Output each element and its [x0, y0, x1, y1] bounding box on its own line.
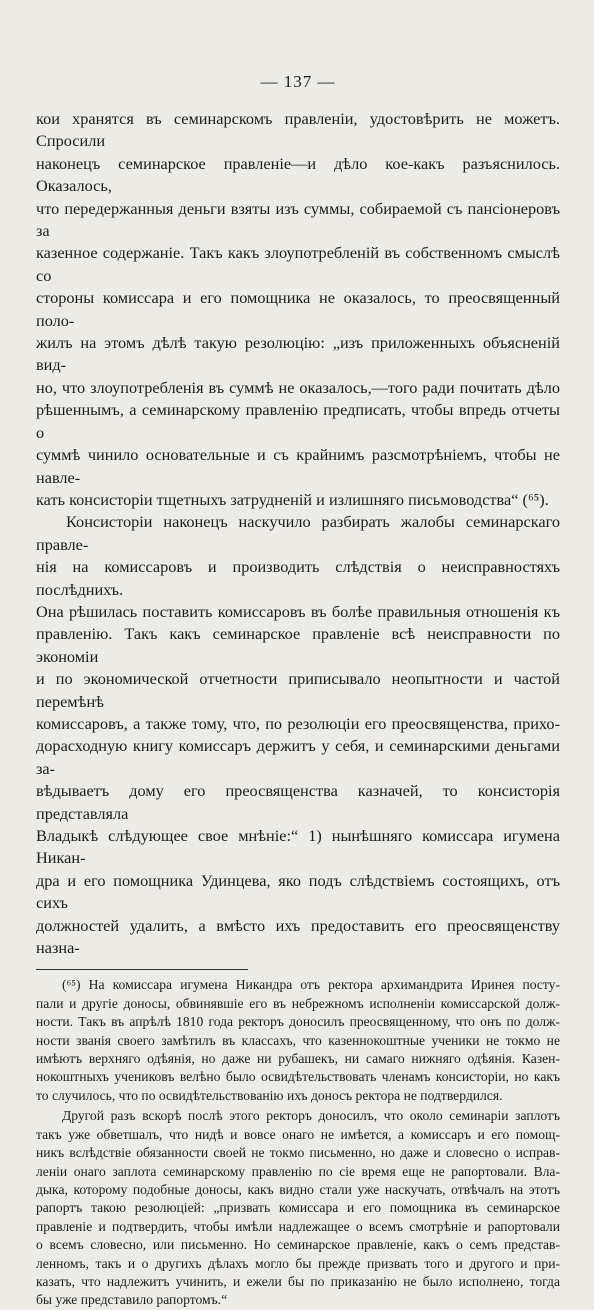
main-text [36, 108, 560, 959]
body-line: нiя на комиссаровъ и производить слѣдствiя о неисправностяхъ послѣднихъ. [36, 557, 560, 599]
body-line: дорасходную книгу комиссаръ держитъ у себя, и семинарскими деньгами за- [36, 736, 560, 778]
footnote-line: такъ уже обветшалъ, что нидѣ и вовсе онаго не имѣется, а комиссаръ и его помощ- [36, 1126, 560, 1142]
footnote-line: то случилось, что по освидѣтельствованiю ихъ доносъ ректора не подтвердился. [36, 1087, 503, 1103]
body-line: казенное содержанiе. Такъ какъ злоупотребленiй въ собственномъ смыслѣ со [36, 243, 560, 285]
body-line: дра и его помощника Удинцева, яко подъ слѣдствiемъ состоящихъ, отъ сихъ [36, 870, 560, 913]
body-line: жилъ на этомъ дѣлѣ такую резолюцiю: „изъ приложенныхъ объясненiй вид- [36, 333, 560, 375]
footnote-line: рапортъ такою резолюцiей: „призвать комиссара и его помощника въ семинарское [36, 1200, 560, 1216]
footnote-line: ленномъ, такъ и о другихъ дѣлахъ могло бы прежде призвать того и другого и при- [36, 1255, 560, 1271]
body-line: но, что злоупотребленiя въ суммѣ не оказалось,—того ради почитать дѣло [36, 377, 560, 397]
body-line: комиссаровъ, а также тому, что, по резолюцiи его преосвященства, прихо- [36, 713, 560, 733]
body-line: что передержанныя деньги взяты изъ суммы, собираемой съ пансiонеровъ за [36, 198, 560, 241]
body-line: Консисторiи наконецъ наскучило разбирать жалобы семинарскаго правле- [36, 512, 560, 554]
body-line: рѣшеннымъ, а семинарскому правленiю предписать, чтобы впредь отчеты о [36, 400, 560, 442]
body-line: правленiю. Такъ какъ семинарское правленiе всѣ неисправности по экономiи [36, 624, 560, 666]
footnote-line: казать, что надлежитъ учинить, и ежели бы по приказанiю не было исполнено, тогда [36, 1273, 560, 1289]
footnote-line: о всемъ словесно, или письменно. Но семинарское правленiе, какъ о семъ представ- [36, 1237, 560, 1253]
footnote-line: никъ вслѣдствiе обязанности своей не токмо письменно, но даже и словесно о исправ- [36, 1145, 560, 1161]
footnote-line: пали и другiе доносы, обвинявшiе его въ небрежномъ исполненiи комиссарской долж- [36, 995, 560, 1011]
body-line: Она рѣшилась поставить комиссаровъ въ болѣе правильныя отношенiя къ [36, 601, 560, 621]
footnote-line: имѣютъ верхняго одѣянiя, но даже ни рубашекъ, ни самаго нижняго одѣянiя. Казен- [36, 1051, 560, 1067]
body-line: должностей удалить, а вмѣсто ихъ предоставить его преосвященству назна- [36, 915, 560, 958]
body-line: кои хранятся въ семинарскомъ правленiи, удостовѣрить не можетъ. Спросили [36, 109, 560, 151]
footnote-line: нокоштныхъ учениковъ велѣно было освидѣтельствовать членамъ консисторiи, но какъ [36, 1069, 560, 1085]
page-number: — 137 — [260, 72, 336, 91]
footnote-line: Другой разъ вскорѣ послѣ этого ректоръ доносилъ, что около семинарiи заплотъ [62, 1108, 560, 1124]
footnote-line: (⁶⁵) На комиссара игумена Никандра отъ ректора архимандрита Иринея посту- [62, 977, 560, 993]
footnote-line: ленiи онаго заплота семинарскому правленiю по сiе время еще не рапортовали. Вла- [36, 1163, 560, 1179]
body-line: Владыкѣ слѣдующее свое мнѣнiе:“ 1) нынѣшняго комиссара игумена Никан- [36, 826, 560, 868]
body-line: кать консисторiи тщетныхъ затрудненiй и излишняго письмоводства“ (⁶⁵). [36, 489, 549, 509]
body-line: стороны комиссара и его помощника не оказалось, то преосвященный поло- [36, 288, 560, 330]
footnote [36, 976, 560, 1309]
footnote-line: правленiе и подтвердить, чтобы имѣли надлежащее о всемъ смотрѣнiе и рапортовали [36, 1218, 560, 1234]
body-line: наконецъ семинарское правленiе—и дѣло кое-какъ разъяснилось. Оказалось, [36, 153, 560, 196]
footnote-line: ности званiя своего замѣтилъ въ классахъ, что казеннокоштные ученики не токмо не [36, 1032, 560, 1048]
footnote-line: бы уже представило рапортомъ.“ [36, 1292, 228, 1308]
footnote-divider [36, 969, 248, 970]
body-line: вѣдываетъ дому его преосвященства казначей, то консисторiя представляла [36, 781, 560, 823]
footnote-line: дыка, которому подобные доносы, какъ видно стали уже наскучать, отвѣчалъ на этотъ [36, 1181, 560, 1197]
footnote-line: ности. Такъ въ апрѣлѣ 1810 года ректоръ доносилъ преосвященному, что онъ по долж- [36, 1014, 560, 1030]
body-line: и по экономической отчетности приписывало неопытности и частой перемѣнѣ [36, 669, 560, 711]
body-line: суммѣ чинило основательные и съ крайнимъ разсмотрѣнiемъ, чтобы не навле- [36, 445, 560, 487]
